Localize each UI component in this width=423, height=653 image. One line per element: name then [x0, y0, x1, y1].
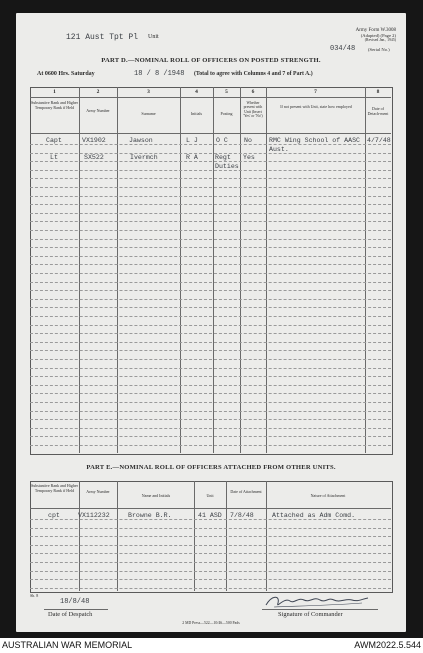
ruled-line: [30, 273, 391, 274]
ruled-line: [30, 342, 391, 343]
serial-value: 034/48: [330, 45, 356, 53]
part-e-row1-nature: Attached as Adm Comd.: [272, 512, 356, 519]
part-d-total-note: (Total to agree with Columns 4 and 7 of Part A.): [194, 71, 313, 77]
caption-bar: [0, 638, 423, 653]
ruled-line: [30, 170, 391, 171]
part-d-row2-posting: Regt Duties: [215, 154, 239, 170]
ruled-line: [30, 519, 391, 520]
ruled-line: [30, 325, 391, 326]
part-e-title: PART E.—NOMINAL ROLL OF OFFICERS ATTACHED FROM OTHER UNITS.: [86, 464, 336, 471]
part-d-colnum-3: 3: [147, 89, 150, 95]
part-e-header-number: Army Number: [86, 489, 110, 494]
despatch-date-label: Date of Despatch: [48, 611, 93, 618]
ruled-line: [30, 256, 391, 257]
ruled-line: [30, 221, 391, 222]
part-d-colnum-5: 5: [225, 89, 228, 95]
unit-value: 121 Aust Tpt Pl: [66, 33, 139, 42]
part-d-row2-rank: Lt: [50, 154, 58, 161]
part-d-title: PART D.—NOMINAL ROLL OF OFFICERS ON POSTED STRENGTH.: [101, 57, 321, 64]
part-d-colnum-6: 6: [251, 89, 255, 95]
part-e-row1-number: VX112232: [78, 512, 110, 519]
army-form-adapted: (Adapted) (Page 2): [360, 33, 396, 38]
part-d-row2-initials: R A: [186, 154, 198, 161]
ruled-line: [30, 411, 391, 412]
part-e-header-rank: Substantive Rank and Higher Temporary Rank if Held: [31, 483, 78, 493]
ruled-line: [30, 196, 391, 197]
part-d-row1-employed: RMC Wing School of AASC Aust.: [269, 137, 361, 153]
part-d-header-surname: Surname: [141, 111, 156, 116]
part-d-row2-present: Yes: [243, 154, 255, 161]
part-e-header-date: Date of Attachment: [230, 489, 262, 494]
part-d-at-prefix: At 0600 Hrs. Saturday: [37, 71, 95, 77]
caption-right: AWM2022.5.544: [354, 640, 421, 650]
part-d-header-present: Whether present with Unit (Insert 'Yes' or 'No'): [243, 101, 263, 119]
caption-left: AUSTRALIAN WAR MEMORIAL: [2, 640, 133, 650]
ruled-line: [30, 204, 391, 205]
part-d-header-number: Army Number: [86, 108, 110, 113]
ruled-line: [30, 316, 391, 317]
ruled-line: [30, 553, 391, 554]
unit-label: Unit: [148, 34, 159, 40]
ruled-line: [30, 290, 391, 291]
ruled-line: [30, 239, 391, 240]
part-e-header-unit: Unit: [206, 493, 214, 498]
ruled-line: [30, 385, 391, 386]
part-d-colnum-1: 1: [53, 89, 56, 95]
ruled-line: [30, 350, 391, 351]
part-e-row1-date: 7/8/48: [230, 512, 254, 519]
part-d-row1-number: VX1902: [82, 137, 106, 144]
printer-note: 2 MD Press—522—10/46—500 Pads: [182, 621, 240, 625]
ruled-line: [30, 333, 391, 334]
part-d-row1-initials: L J: [186, 137, 198, 144]
sheet-number: Sh. 8: [30, 593, 39, 598]
ruled-line: [30, 161, 391, 162]
part-d-header-rank: Substantive Rank and Higher Temporary Rank if Held: [31, 100, 78, 110]
ruled-line: [30, 264, 391, 265]
ruled-line: [30, 187, 391, 188]
ruled-line: [30, 299, 391, 300]
part-d-date: 18 / 8 /1948: [134, 70, 185, 78]
part-e-header-nature: Nature of Attachment: [310, 493, 346, 498]
part-e-header-name: Name and Initials: [141, 493, 171, 498]
despatch-date-value: 18/8/48: [60, 598, 90, 606]
ruled-line: [30, 402, 391, 403]
part-e-row1-unit: 41 ASD: [198, 512, 222, 519]
ruled-line: [30, 528, 391, 529]
ruled-line: [30, 307, 391, 308]
ruled-line: [30, 368, 391, 369]
part-d-colnum-7: 7: [314, 89, 317, 95]
part-d-colnum-4: 4: [195, 89, 198, 95]
part-d-colnum-2: 2: [96, 89, 100, 95]
part-d-header-posting: Posting: [220, 111, 233, 116]
ruled-line: [30, 445, 391, 446]
serial-label: (Serial No.): [368, 47, 390, 52]
part-d-header-initials: Initials: [190, 111, 203, 116]
part-d-header-date: Date of Detach-ment: [367, 106, 389, 116]
part-d-row1-posting: O C: [216, 137, 228, 144]
army-form-revised: (Revised Jan., 1945): [364, 38, 396, 42]
ruled-line: [30, 282, 391, 283]
part-d-row1-date: 4/7/48: [367, 137, 391, 144]
ruled-line: [30, 588, 391, 589]
ruled-line: [30, 178, 391, 179]
part-d-row1-surname: Jawson: [129, 137, 153, 144]
ruled-line: [30, 247, 391, 248]
ruled-line: [30, 562, 391, 563]
ruled-line: [30, 359, 391, 360]
ruled-line: [30, 376, 391, 377]
ruled-line: [30, 545, 391, 546]
part-d-row1-rank: Capt: [46, 137, 62, 144]
part-d-row1-present: No: [244, 137, 252, 144]
ruled-line: [30, 536, 391, 537]
part-d-header-employed: If not present with Unit, state how employed: [280, 104, 352, 109]
ruled-line: [30, 419, 391, 420]
army-form-page: [16, 13, 406, 632]
commander-signature: [262, 591, 382, 611]
part-e-row1-name: Browne B.R.: [128, 512, 172, 519]
signature-label: Signature of Commander: [278, 611, 343, 618]
part-d-row2-surname: Ivermch: [130, 154, 158, 161]
army-form-number: Army Form W.3008: [355, 28, 396, 33]
ruled-line: [30, 393, 391, 394]
part-e-row1-rank: cpt: [48, 512, 60, 519]
part-d-row2-number: SX522: [84, 154, 104, 161]
ruled-line: [30, 213, 391, 214]
ruled-line: [30, 436, 391, 437]
ruled-line: [30, 571, 391, 572]
ruled-line: [30, 230, 391, 231]
ruled-line: [30, 579, 391, 580]
part-d-colnum-8: 8: [376, 89, 380, 95]
ruled-line: [30, 428, 391, 429]
